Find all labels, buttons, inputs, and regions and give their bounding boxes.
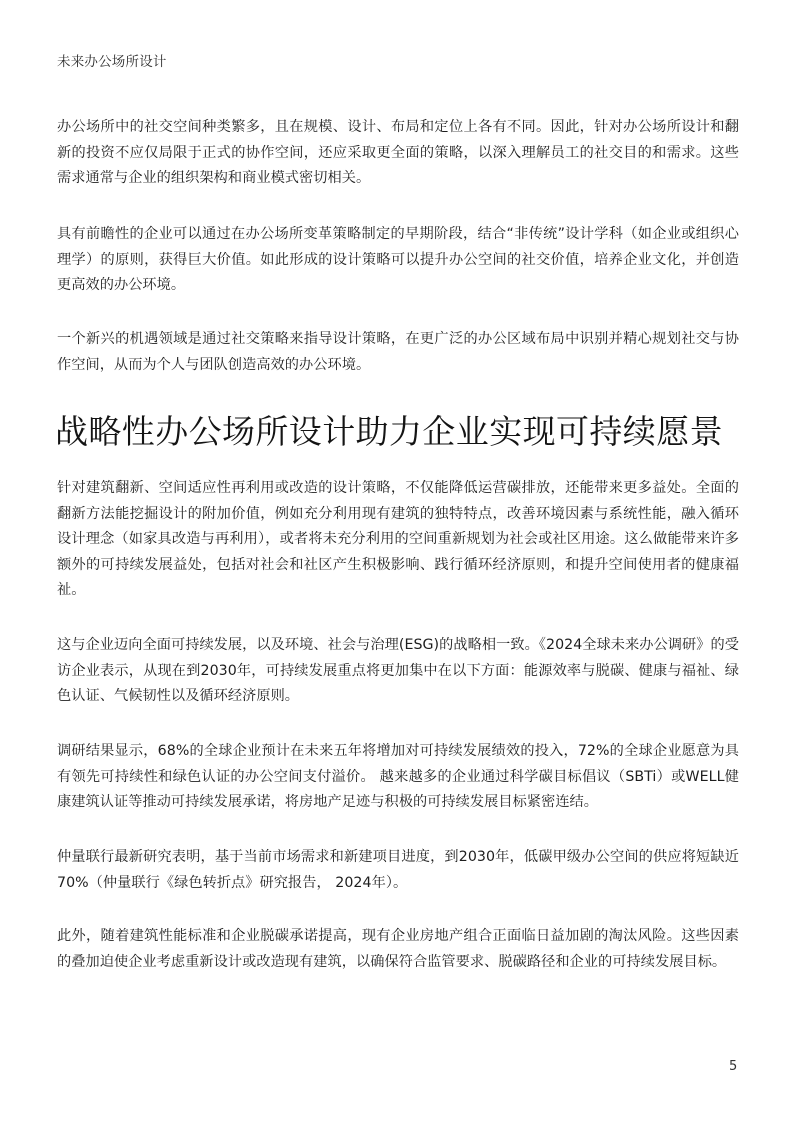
- paragraph-social-spaces: 办公场所中的社交空间种类繁多，且在规模、设计、布局和定位上各有不同。因此，针对办公场所设计和翻新的投资不应仅局限于正式的协作空间，还应采取更全面的策略，以深入理解员工的社交目的和需求。这些需求通常与企业的组织架构和商业模式密切相关。: [57, 119, 739, 187]
- paragraph-renovation-strategy: 针对建筑翻新、空间适应性再利用或改造的设计策略，不仅能降低运营碳排放，还能带来更多益处。全面的翻新方法能挖掘设计的附加价值，例如充分利用现有建筑的独特特点，改善环境因素与系统性能，融入循环设计理念（如家具改造与再利用），或者将未充分利用的空间重新规划为社会或社区用途。这么做能带来许多额外的可持续发展益处，包括对社会和社区产生积极影响、践行循环经济原则，和提升空间使用者的健康福祉。: [57, 480, 739, 599]
- running-header: 未来办公场所设计: [57, 54, 167, 70]
- paragraph-esg-alignment: 这与企业迈向全面可持续发展，以及环境、社会与治理(ESG)的战略相一致。《2024全球未来办公调研》的受访企业表示，从现在到2030年，可持续发展重点将更加集中在以下方面：能源效率与脱碳、健康与福祉、绿色认证、气候韧性以及循环经济原则。: [57, 637, 739, 705]
- paragraph-emerging-opportunity: 一个新兴的机遇领域是通过社交策略来指导设计策略，在更广泛的办公区域布局中识别并精心规划社交与协作空间，从而为个人与团队创造高效的办公环境。: [57, 331, 739, 373]
- paragraph-jll-research: 仲量联行最新研究表明，基于当前市场需求和新建项目进度，到2030年，低碳甲级办公空间的供应将短缺近70%（仲量联行《绿色转折点》研究报告， 2024年）。: [57, 849, 739, 891]
- page-number: 5: [729, 1059, 738, 1074]
- paragraph-forward-looking-companies: 具有前瞻性的企业可以通过在办公场所变革策略制定的早期阶段，结合“非传统”设计学科（如企业或组织心理学）的原则，获得巨大价值。如此形成的设计策略可以提升办公空间的社交价值，培养企业文化，并创造更高效的办公环境。: [57, 226, 739, 294]
- paragraph-survey-results: 调研结果显示，68%的全球企业预计在未来五年将增加对可持续发展绩效的投入，72%的全球企业愿意为具有领先可持续性和绿色认证的办公空间支付溢价。 越来越多的企业通过科学碳目标倡议（SBTi）或WELL健康建筑认证等推动可持续发展承诺，将房地产足迹与积极的可持续发展目标紧密连结。: [57, 743, 739, 811]
- paragraph-obsolescence-risk: 此外，随着建筑性能标准和企业脱碳承诺提高，现有企业房地产组合正面临日益加剧的淘汰风险。这些因素的叠加迫使企业考虑重新设计或改造现有建筑，以确保符合监管要求、脱碳路径和企业的可持续发展目标。: [57, 928, 739, 970]
- section-heading: 战略性办公场所设计助力企业实现可持续愿景: [55, 412, 723, 451]
